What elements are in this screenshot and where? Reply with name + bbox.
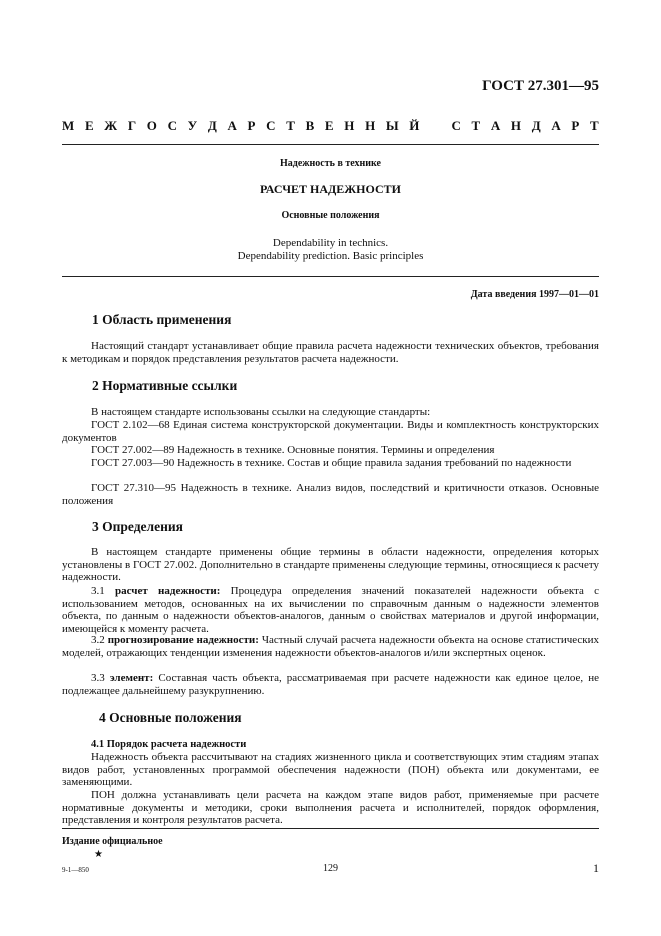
print-code: 9-1—850 (62, 866, 89, 874)
reference-gost-2-102: ГОСТ 2.102—68 Единая система конструкторской документации. Виды и комплектность конструкторских документов (62, 419, 599, 444)
section-2-intro: В настоящем стандарте использованы ссылки на следующие стандарты: (91, 406, 431, 418)
banner-letter: М (62, 118, 75, 133)
introduction-date: Дата введения 1997—01—01 (470, 289, 599, 300)
definition-3-2 (62, 634, 599, 659)
page-number: 1 (593, 861, 599, 875)
official-edition-label: Издание официальное (62, 836, 163, 847)
definition-term: расчет надежности: (115, 585, 221, 597)
section-3-intro: В настоящем стандарте применены общие термины в области надежности, определения которых установлены в ГОСТ 27.002. Дополнительно в стандарте применены следующие термины, относящиеся к расчету надежности. (62, 546, 600, 584)
english-title (62, 237, 599, 263)
banner-letter: С (451, 118, 461, 133)
banner-letter: Р (571, 118, 580, 133)
section-4-paragraph-2: ПОН должна устанавливать цели расчета на каждом этапе видов работ, применяемые при расчете нормативные документы и методики, сроки выполнения расчета и исполнителей, порядок оформления, представления и контроля результатов расчета. (62, 789, 599, 827)
banner-letter: С (266, 118, 276, 133)
banner-letter: У (187, 118, 198, 133)
section-1-paragraph: Настоящий стандарт устанавливает общие правила расчета надежности технических объектов, требования к методикам и порядок представления результатов расчета надежности. (62, 340, 599, 365)
definition-text: Частный случай расчета надежности объекта на основе статистических моделей, отражающих тенденции изменения надежности объектов-аналогов и/или экспертных оценок. (62, 634, 600, 659)
banner-letter: Е (84, 118, 94, 133)
banner-letter: О (146, 118, 157, 133)
definition-term: элемент: (109, 672, 154, 684)
title-divider (62, 276, 599, 277)
section-4-paragraph-1: Надежность объекта рассчитывают на стадиях жизненного цикла и соответствующих этим стадиям этапах видов работ, установленных программой обеспечения надежности (ПОН) объекта или документами, ее заменяющими. (62, 751, 599, 789)
reference-gost-27-003: ГОСТ 27.003—90 Надежность в технике. Состав и общие правила задания требований по надежности (91, 457, 572, 469)
banner-letter: Д (207, 118, 217, 133)
interstate-standard-banner (62, 118, 599, 134)
section-1-heading: 1 Область применения (92, 312, 232, 327)
section-4-heading: 4 Основные положения (99, 710, 242, 725)
standard-code: ГОСТ 27.301—95 (482, 78, 599, 94)
english-title-line1: Dependability in technics. (272, 237, 389, 249)
banner-letter: А (227, 118, 237, 133)
footer-divider (62, 828, 599, 829)
definition-3-1 (62, 585, 599, 635)
definition-number: 3.2 (91, 634, 108, 646)
banner-letter: А (490, 118, 501, 133)
definition-text: Составная часть объекта, рассматриваемая при расчете надежности как единое целое, не подлежащее дальнейшему разукрупнению. (62, 672, 599, 697)
document-subtitle: Основные положения (281, 210, 380, 221)
reference-gost-27-310: ГОСТ 27.310—95 Надежность в технике. Анализ видов, последствий и критичности отказов. Основные положения (62, 482, 599, 507)
subject-line: Надежность в технике (280, 158, 381, 169)
banner-letter: Ы (385, 118, 399, 133)
subsection-4-1-heading: 4.1 Порядок расчета надежности (91, 739, 247, 750)
page-number-center: 129 (323, 863, 338, 874)
section-3-heading: 3 Определения (92, 519, 183, 534)
banner-letter: Г (127, 118, 137, 133)
top-divider (62, 144, 599, 145)
banner-letter: Н (510, 118, 522, 133)
definition-3-3 (62, 672, 599, 697)
section-2-heading: 2 Нормативные ссылки (92, 378, 238, 393)
document-title: РАСЧЕТ НАДЕЖНОСТИ (260, 182, 401, 196)
star-icon: ★ (94, 849, 103, 860)
banner-letter: Н (344, 118, 355, 133)
banner-letter: Т (286, 118, 295, 133)
banner-letter: С (167, 118, 177, 133)
english-title-line2: Dependability prediction. Basic principles (237, 250, 424, 262)
banner-letter: Р (247, 118, 256, 133)
definition-number: 3.1 (91, 585, 116, 597)
definition-number: 3.3 (91, 672, 110, 684)
definition-text: Процедура определения значений показателей надежности объекта с использованием методов, основанных на их вычислении по справочным данным о надежности элементов объекта, по данным о надежности объектов-аналогов, данным о свойствах материалов и другой информации, имеющейся к моменту расчета. (62, 585, 600, 635)
banner-letter: Ж (104, 118, 118, 133)
banner-letter: Д (531, 118, 541, 133)
banner-letter: В (305, 118, 315, 133)
banner-letter: Й (409, 118, 420, 133)
banner-letter: А (551, 118, 561, 133)
banner-letter: Т (590, 118, 599, 133)
definition-term: прогнозирование надежности: (107, 634, 259, 646)
banner-letter: Н (365, 118, 376, 133)
reference-gost-27-002: ГОСТ 27.002—89 Надежность в технике. Основные понятия. Термины и определения (91, 444, 495, 456)
banner-letter: Т (471, 118, 481, 133)
banner-letter: Е (324, 118, 334, 133)
